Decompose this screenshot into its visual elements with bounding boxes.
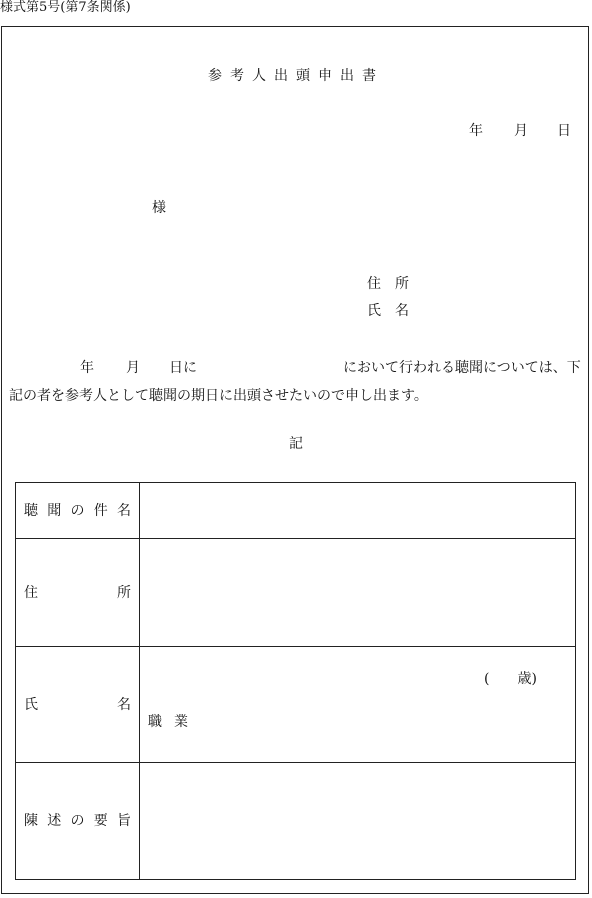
label-char: 聴	[24, 502, 38, 519]
document-title: 参考人出頭申出書	[208, 68, 384, 84]
hearing-matter-label	[16, 483, 140, 539]
label-char: 住	[24, 584, 38, 601]
label-char: 件	[93, 502, 108, 519]
label-char: 旨	[117, 813, 131, 829]
label-char: の	[70, 502, 85, 519]
label-char: 名	[117, 696, 131, 713]
body-text-line2: 記の者を参考人として聴聞の期日に出頭させたいので申し出ます。	[9, 388, 428, 404]
table-row-address	[16, 539, 576, 647]
statement-summary-label	[16, 763, 140, 880]
date-month-label: 月	[514, 123, 528, 139]
name-field[interactable]	[140, 647, 576, 763]
age-label: ( 歳)	[484, 671, 537, 687]
label-char: 聞	[47, 502, 62, 519]
ki-heading: 記	[289, 436, 303, 452]
hearing-year-label: 年	[80, 360, 94, 376]
date-year-label: 年	[469, 123, 483, 139]
hearing-day-label: 日に	[169, 360, 197, 376]
date-day-label: 日	[557, 123, 571, 139]
detail-table	[15, 482, 576, 880]
applicant-name-label: 氏名	[367, 303, 423, 319]
label-char: 要	[93, 813, 108, 829]
label-char: 氏	[24, 696, 38, 713]
occupation-label: 職業	[148, 714, 200, 730]
label-char: の	[70, 813, 85, 829]
address-label	[16, 539, 140, 647]
name-label	[16, 647, 140, 763]
form-number-label: 様式第5号(第7条関係)	[0, 0, 131, 15]
label-char: 名	[117, 502, 131, 519]
table-row-statement	[16, 763, 576, 880]
addressee-suffix: 様	[152, 200, 166, 216]
address-field[interactable]	[140, 539, 576, 647]
label-char: 所	[117, 584, 131, 601]
label-char: 陳	[24, 813, 38, 829]
hearing-matter-field[interactable]	[140, 483, 576, 539]
body-text-line1: において行われる聴聞については、下	[343, 360, 581, 376]
table-row-hearing-matter	[16, 483, 576, 539]
label-char: 述	[47, 813, 62, 829]
table-row-name	[16, 647, 576, 763]
hearing-month-label: 月	[126, 360, 140, 376]
applicant-address-label: 住所	[367, 276, 423, 292]
statement-summary-field[interactable]	[140, 763, 576, 880]
